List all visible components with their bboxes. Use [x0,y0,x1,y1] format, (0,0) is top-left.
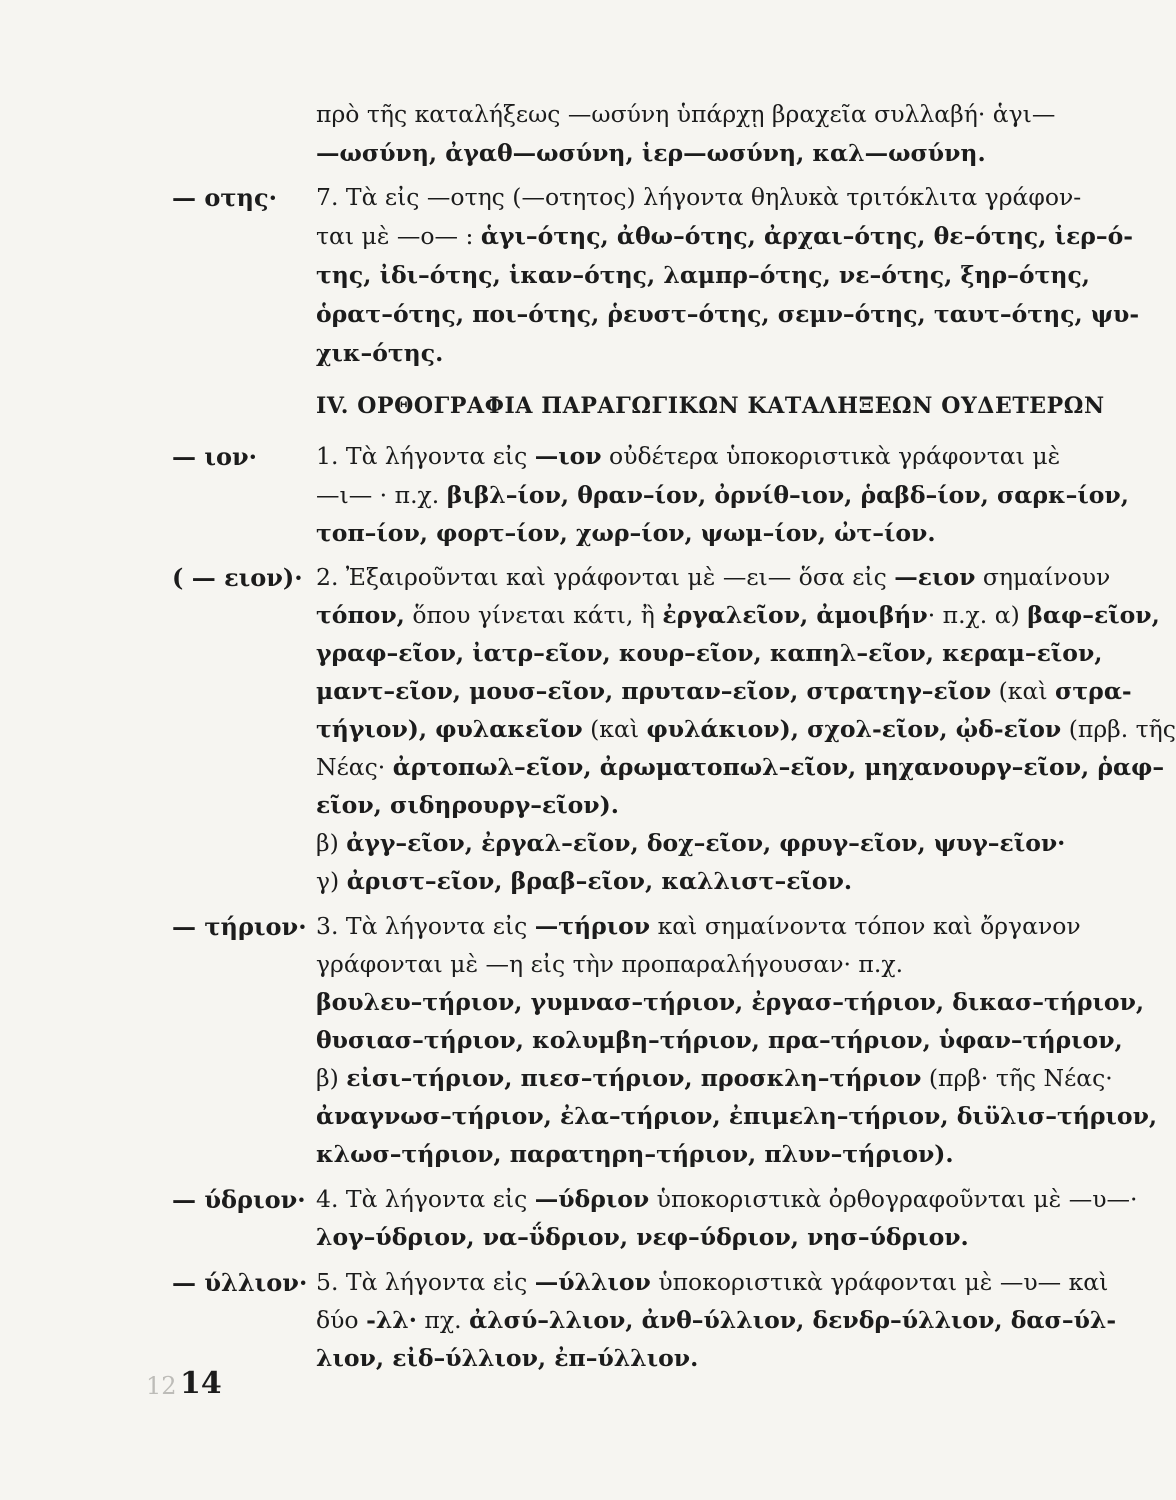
bleed-through-page-number: 12 [146,1372,177,1400]
margin-label-otis: — οτης· [172,183,277,212]
margin-label-tirion: — τήριον· [172,912,307,941]
text-line: χικ–ότης. [316,339,444,367]
text-line: πρὸ τῆς καταλήξεως —ωσύνη ὑπάρχῃ βραχεῖα συλλαβή· ἁγι— [316,100,1056,128]
text-line: ἀναγνωσ–τήριον, ἐλα–τήριον, ἐπιμελη–τήριον, διϋλισ–τήριον, [316,1102,1158,1130]
margin-label-ion: — ιον· [172,442,257,471]
text-line: ται μὲ —ο— : ἁγι–ότης, ἀθω–ότης, ἀρχαι–ότης, θε–ότης, ἱερ–ό- [316,222,1134,250]
text-line: εῖον, σιδηρουργ–εῖον). [316,791,619,819]
text-line: μαντ–εῖον, μουσ–εῖον, πρυταν–εῖον, στρατηγ–εῖον (καὶ στρα- [316,677,1132,705]
margin-label-eion: ( — ειον)· [172,563,303,592]
text-line: 1. Τὰ λήγοντα εἰς —ιον οὐδέτερα ὑποκοριστικὰ γράφονται μὲ [316,442,1061,470]
text-line: θυσιασ–τήριον, κολυμβη–τήριον, πρα–τήριον, ὑφαν–τήριον, [316,1026,1123,1054]
text-line: 3. Τὰ λήγοντα εἰς —τήριον καὶ σημαίνοντα τόπον καὶ ὄργανον [316,912,1081,940]
text-line: γ) ἀριστ–εῖον, βραβ–εῖον, καλλιστ–εῖον. [316,867,853,895]
text-line: γράφονται μὲ —η εἰς τὴν προπαραλήγουσαν· π.χ. [316,950,904,978]
text-line: β) εἰσι–τήριον, πιεσ–τήριον, προσκλη–τήριον (πρβ· τῆς Νέας· [316,1064,1113,1092]
text-line: ὁρατ–ότης, ποι–ότης, ῥευστ–ότης, σεμν–ότης, ταυτ–ότης, ψυ- [316,300,1140,328]
text-line: βουλευ–τήριον, γυμνασ–τήριον, ἐργασ–τήριον, δικασ–τήριον, [316,988,1145,1016]
page-number: 14 [180,1366,222,1401]
text-line: β) ἀγγ–εῖον, ἐργαλ–εῖον, δοχ–εῖον, φρυγ–εῖον, ψυγ–εῖον· [316,829,1066,857]
text-line: δύο -λλ· πχ. ἀλσύ–λλιον, ἀνθ–ύλλιον, δενδρ–ύλλιον, δασ–ύλ- [316,1306,1117,1334]
text-line: 5. Τὰ λήγοντα εἰς —ύλλιον ὑποκοριστικὰ γράφονται μὲ —υ— καὶ [316,1268,1109,1296]
text-line: της, ἰδι–ότης, ἱκαν–ότης, λαμπρ–ότης, νε–ότης, ξηρ–ότης, [316,261,1090,289]
text-line: 2. Ἐξαιροῦνται καὶ γράφονται μὲ —ει— ὅσα εἰς —ειον σημαίνουν [316,563,1111,591]
margin-label-yllion: — ύλλιον· [172,1268,308,1297]
text-line: —ωσύνη, ἀγαθ—ωσύνη, ἱερ—ωσύνη, καλ—ωσύνη. [316,139,986,167]
text-line: τοπ–ίον, φορτ–ίον, χωρ–ίον, ψωμ–ίον, ὠτ–ίον. [316,519,936,547]
margin-label-ydrion: — ύδριον· [172,1185,306,1214]
text-line: Νέας· ἀρτοπωλ–εῖον, ἀρωματοπωλ–εῖον, μηχανουργ–εῖον, ῥαφ– [316,753,1165,781]
text-line: λιον, εἰδ–ύλλιον, ἐπ–ύλλιον. [316,1344,699,1372]
section-heading: IV. ΟΡΘΟΓΡΑΦΙΑ ΠΑΡΑΓΩΓΙΚΩΝ ΚΑΤΑΛΗΞΕΩΝ ΟΥΔΕΤΕΡΩΝ [316,393,1105,419]
text-line: τήγιον), φυλακεῖον (καὶ φυλάκιον), σχολ-εῖον, ᾠδ-εῖον (πρβ. τῆς [316,715,1176,743]
text-line: τόπον, ὅπου γίνεται κάτι, ἢ ἐργαλεῖον, ἀμοιβήν· π.χ. α) βαφ–εῖον, [316,601,1160,629]
text-line: κλωσ–τήριον, παρατηρη–τήριον, πλυν–τήριον). [316,1140,954,1168]
text-line: γραφ–εῖον, ἰατρ–εῖον, κουρ–εῖον, καπηλ–εῖον, κεραμ–εῖον, [316,639,1103,667]
text-line: 7. Τὰ εἰς —οτης (—οτητος) λήγοντα θηλυκὰ τριτόκλιτα γράφον- [316,183,1082,211]
text-line: 4. Τὰ λήγοντα εἰς —ύδριον ὑποκοριστικὰ ὀρθογραφοῦνται μὲ —υ—· [316,1185,1138,1213]
text-line: λογ–ύδριον, να–ΰδριον, νεφ–ύδριον, νησ–ύδριον. [316,1223,969,1251]
text-line: —ι— · π.χ. βιβλ–ίον, θραν–ίον, ὀρνίθ–ιον, ῥαβδ–ίον, σαρκ–ίον, [316,481,1129,509]
